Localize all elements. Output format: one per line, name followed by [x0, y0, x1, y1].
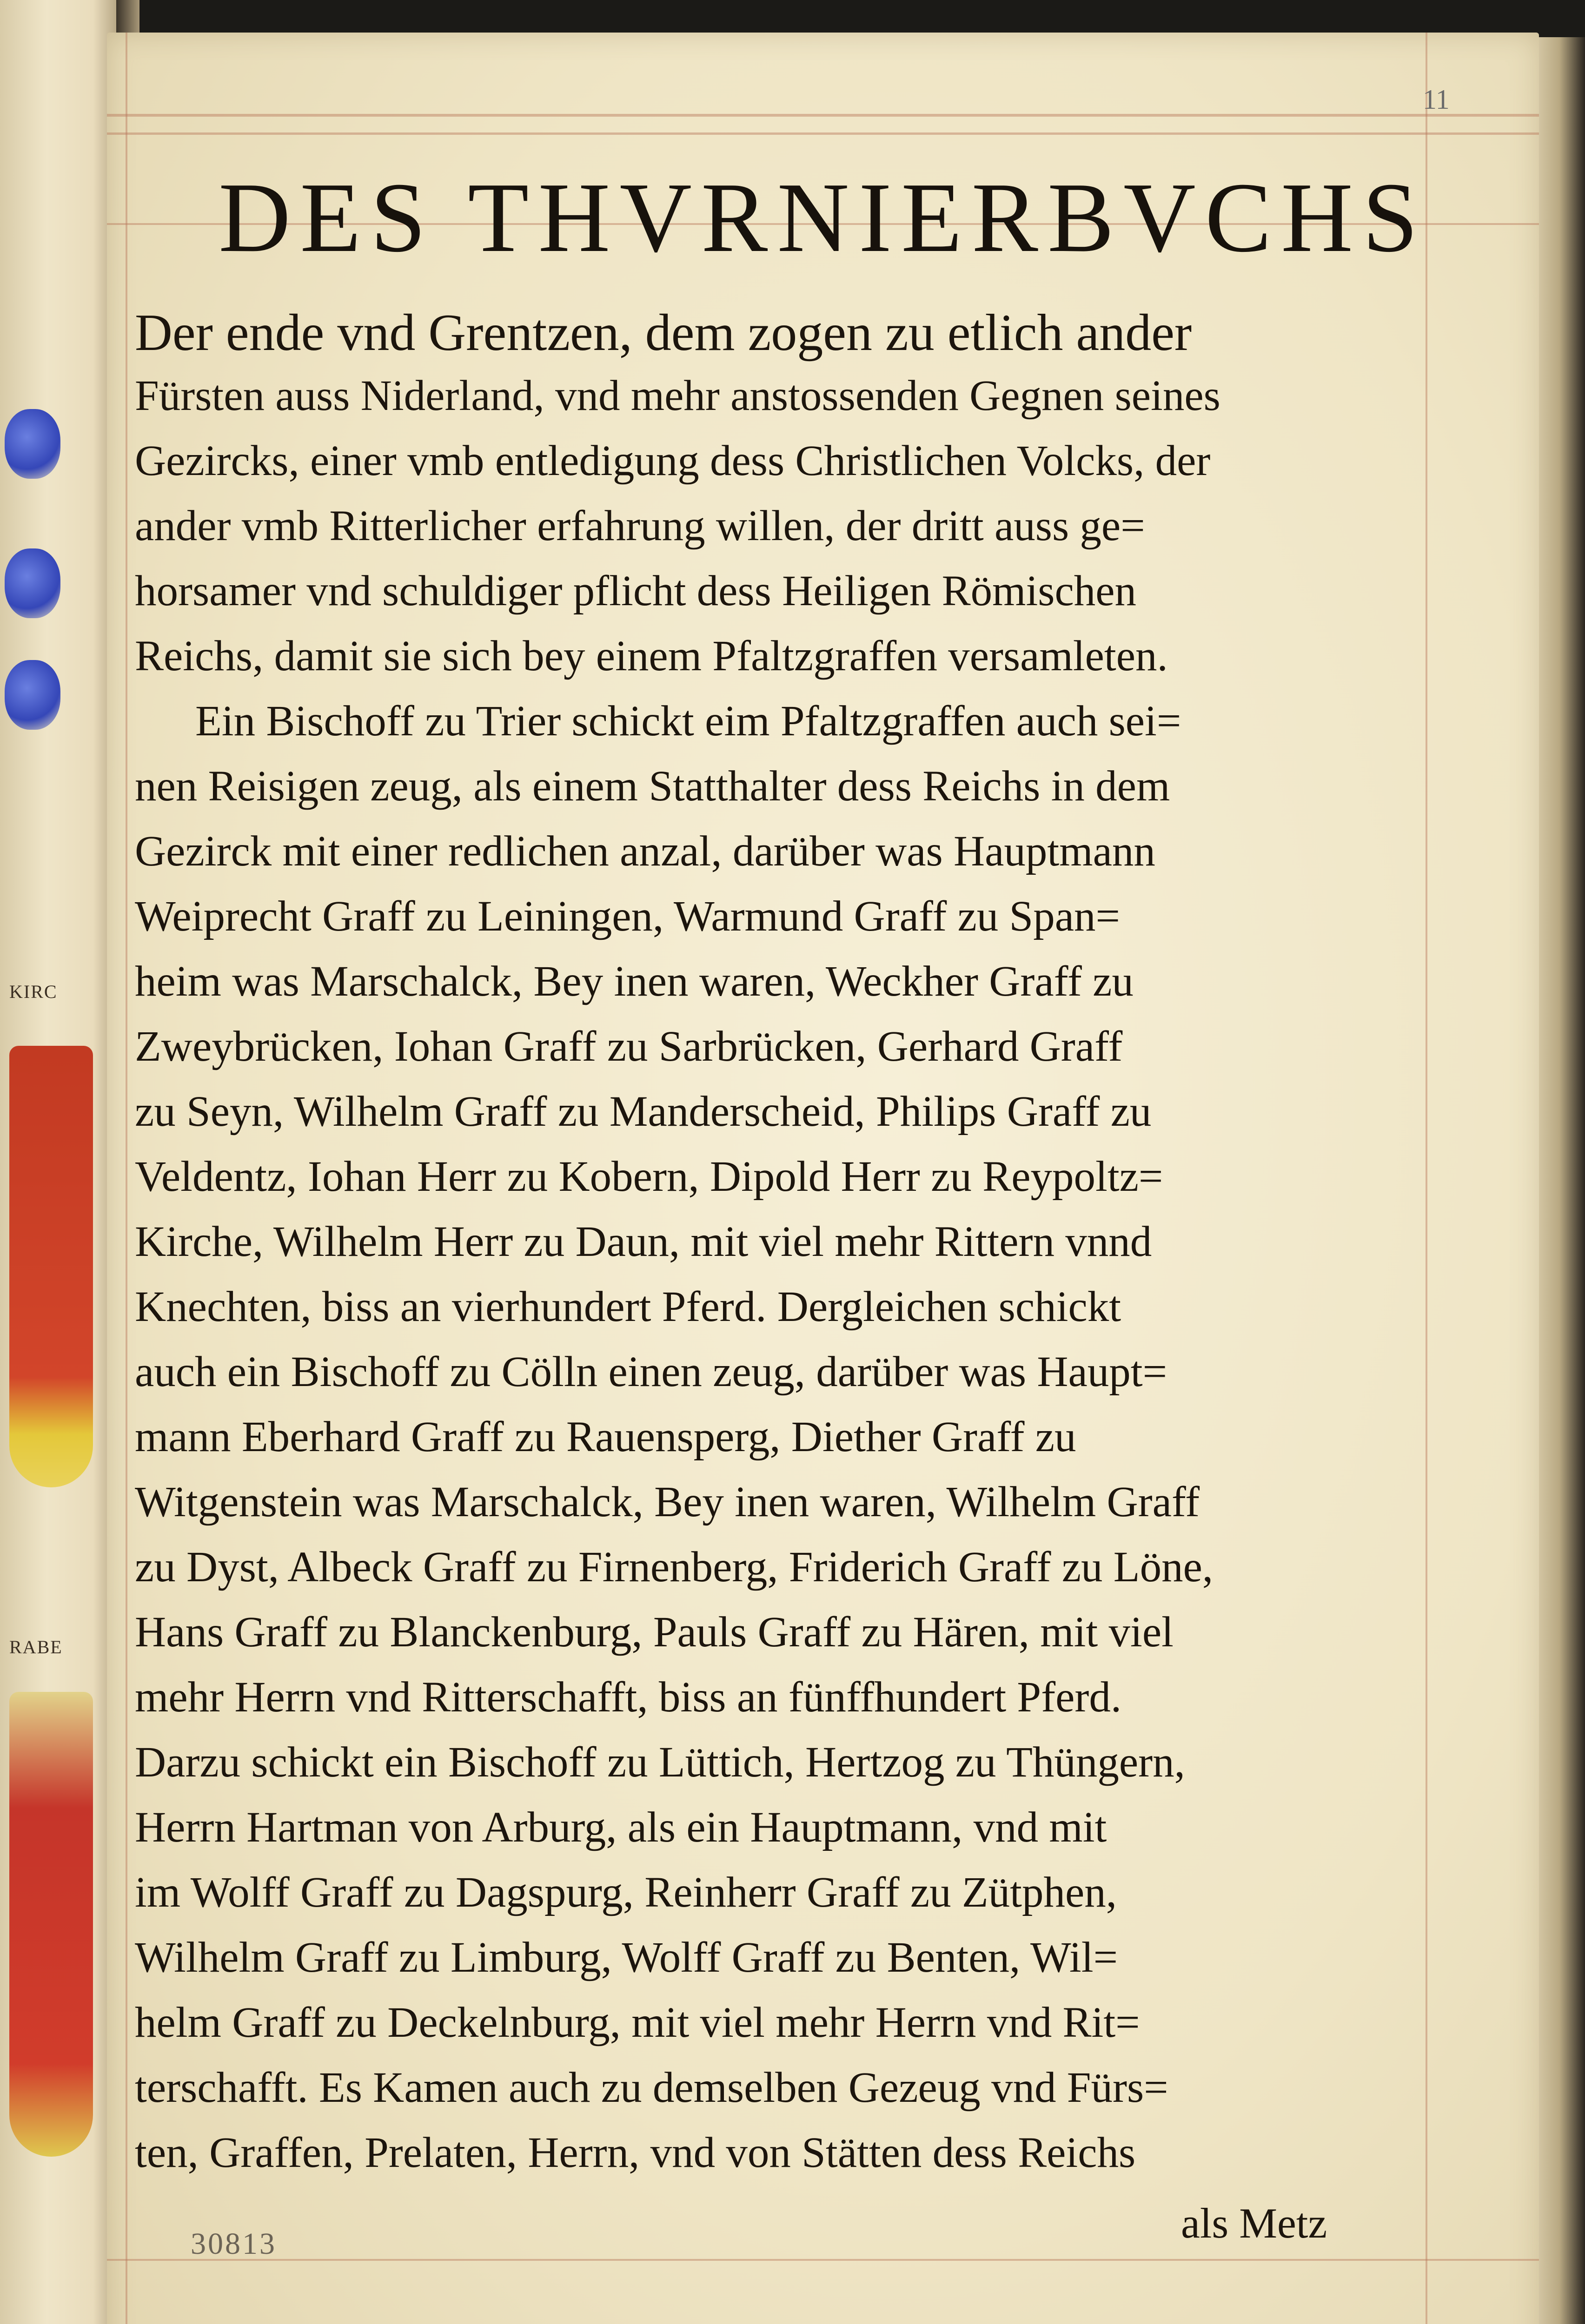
ruling-line [107, 2259, 1539, 2261]
text-line: Weiprecht Graff zu Leiningen, Warmund Graff zu Span= [135, 892, 1120, 940]
text-line: mann Eberhard Graff zu Rauensperg, Diether Graff zu [135, 1413, 1076, 1461]
text-line: Der ende vnd Grentzen, dem zogen zu etlich ander [135, 304, 1192, 362]
text-line: im Wolff Graff zu Dagspurg, Reinherr Graff zu Zütphen, [135, 1868, 1117, 1916]
page-fore-edge [1534, 37, 1585, 2324]
text-line: nen Reisigen zeug, als einem Statthalter dess Reichs in dem [135, 762, 1170, 810]
text-line: Knechten, biss an vierhundert Pferd. Dergleichen schickt [135, 1283, 1121, 1331]
coat-of-arms-shield [9, 1046, 93, 1487]
ruling-line [1426, 33, 1427, 2324]
text-line: Herrn Hartman von Arburg, als ein Hauptmann, vnd mit [135, 1803, 1107, 1851]
text-line: helm Graff zu Deckelnburg, mit viel mehr Herrn vnd Rit= [135, 1999, 1140, 2047]
text-line: Zweybrücken, Iohan Graff zu Sarbrücken, Gerhard Graff [135, 1023, 1123, 1070]
blue-decoration [5, 660, 60, 730]
text-line: Witgenstein was Marschalck, Bey inen waren, Wilhelm Graff [135, 1478, 1200, 1526]
text-line: terschafft. Es Kamen auch zu demselben Gezeug vnd Fürs= [135, 2064, 1168, 2112]
text-line: Kirche, Wilhelm Herr zu Daun, mit viel mehr Rittern vnnd [135, 1218, 1152, 1266]
text-line: zu Seyn, Wilhelm Graff zu Manderscheid, Philips Graff zu [135, 1088, 1152, 1136]
text-line: horsamer vnd schuldiger pflicht dess Heiligen Römischen [135, 567, 1137, 615]
blue-decoration [5, 548, 60, 618]
text-line: Wilhelm Graff zu Limburg, Wolff Graff zu Benten, Wil= [135, 1934, 1118, 1981]
text-line: Ein Bischoff zu Trier schickt eim Pfaltzgraffen auch sei= [195, 697, 1181, 745]
coat-of-arms-label: RABE [9, 1637, 63, 1657]
coat-of-arms-label: KIRC [9, 981, 58, 1002]
text-line: ten, Graffen, Prelaten, Herrn, vnd von Stätten dess Reichs [135, 2129, 1136, 2177]
text-line: Veldentz, Iohan Herr zu Kobern, Dipold Herr zu Reypoltz= [135, 1153, 1163, 1201]
shelfmark-stamp: 30813 [191, 2227, 277, 2261]
text-line: mehr Herrn vnd Ritterschafft, biss an fünffhundert Pferd. [135, 1673, 1122, 1721]
text-line: Gezirck mit einer redlichen anzal, darüber was Hauptmann [135, 827, 1155, 875]
text-line: Fürsten auss Niderland, vnd mehr anstossenden Gegnen seines [135, 372, 1220, 420]
text-line: Reichs, damit sie sich bey einem Pfaltzgraffen versamleten. [135, 632, 1168, 680]
folio-number: 11 [1423, 84, 1450, 115]
text-line: auch ein Bischoff zu Cölln einen zeug, darüber was Haupt= [135, 1348, 1167, 1396]
catchword: als Metz [1181, 2199, 1327, 2247]
text-line: Hans Graff zu Blanckenburg, Pauls Graff zu Hären, mit viel [135, 1608, 1174, 1656]
manuscript-page [107, 33, 1539, 2324]
ruling-line [126, 33, 127, 2324]
text-line: zu Dyst, Albeck Graff zu Firnenberg, Friderich Graff zu Löne, [135, 1543, 1214, 1591]
text-line: Gezircks, einer vmb entledigung dess Christlichen Volcks, der [135, 437, 1211, 485]
running-head: DES THVRNIERBVCHS [219, 162, 1427, 273]
text-line: Darzu schickt ein Bischoff zu Lüttich, Hertzog zu Thüngern, [135, 1738, 1185, 1786]
previous-page-edge [0, 0, 116, 2324]
blue-decoration [5, 409, 60, 479]
text-line: heim was Marschalck, Bey inen waren, Weckher Graff zu [135, 957, 1134, 1005]
text-line: ander vmb Ritterlicher erfahrung willen, der dritt auss ge= [135, 502, 1145, 550]
ruling-line [107, 132, 1539, 135]
coat-of-arms-shield [9, 1692, 93, 2157]
ruling-line [107, 114, 1539, 117]
